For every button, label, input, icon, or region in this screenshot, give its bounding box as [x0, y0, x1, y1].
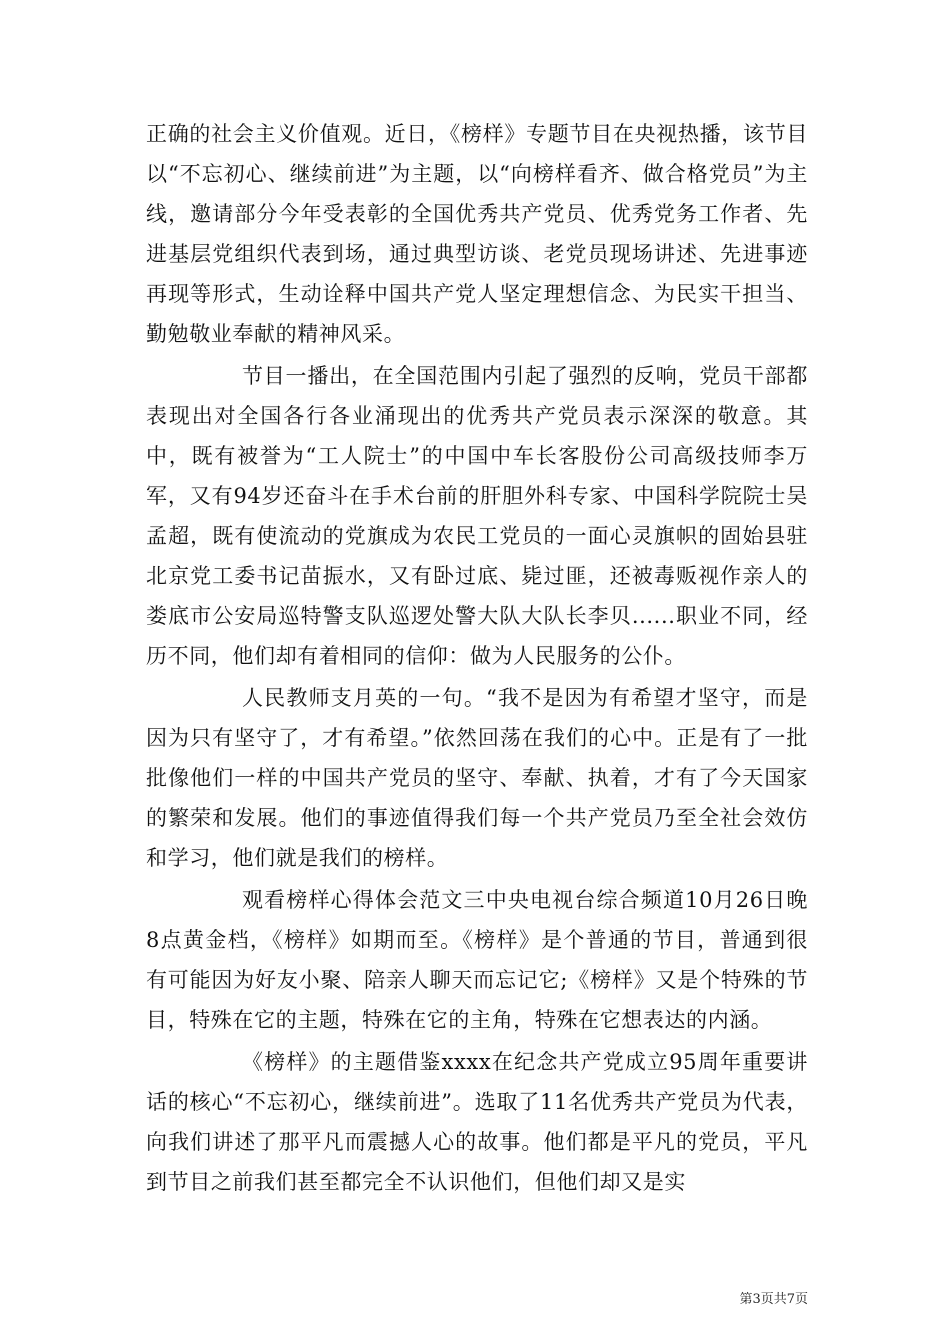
paragraph-4: 观看榜样心得体会范文三中央电视台综合频道10月26日晚8点黄金档，《榜样》如期而至。《榜样》是个普通的节目，普通到很有可能因为好友小聚、陪亲人聊天而忘记它;《榜样》又是个特殊的节目，特殊在它的主题，特殊在它的主角，特殊在它想表达的内涵。 [146, 888, 808, 1032]
paragraph-5: 《榜样》的主题借鉴xxxx在纪念共产党成立95周年重要讲话的核心“不忘初心，继续前进”。选取了11名优秀共产党员为代表，向我们讲述了那平凡而震撼人心的故事。他们都是平凡的党员，平凡到节目之前我们甚至都完全不认识他们，但他们却又是实 [146, 1050, 808, 1194]
paragraph-2: 节目一播出，在全国范围内引起了强烈的反响，党员干部都表现出对全国各行各业涌现出的优秀共产党员表示深深的敬意。其中，既有被誉为“工人院士”的中国中车长客股份公司高级技师李万军，又有94岁还奋斗在手术台前的肝胆外科专家、中国科学院院士吴孟超，既有使流动的党旗成为农民工党员的一面心灵旗帜的固始县驻北京党工委书记苗振水，又有卧过底、毙过匪，还被毒贩视作亲人的娄底市公安局巡特警支队巡逻处警大队大队长李贝......职业不同，经历不同，他们却有着相同的信仰：做为人民服务的公仆。 [146, 364, 808, 668]
page-number-footer: 第3页共7页 [739, 1292, 808, 1307]
paragraph-3: 人民教师支月英的一句。“我不是因为有希望才坚守，而是因为只有坚守了，才有希望。”依然回荡在我们的心中。正是有了一批批像他们一样的中国共产党员的坚守、奉献、执着，才有了今天国家的繁荣和发展。他们的事迹值得我们每一个共产党员乃至全社会效仿和学习，他们就是我们的榜样。 [146, 686, 808, 870]
body-text [146, 114, 808, 1202]
paragraph-1: 正确的社会主义价值观。近日，《榜样》专题节目在央视热播，该节目以“不忘初心、继续前进”为主题，以“向榜样看齐、做合格党员”为主线，邀请部分今年受表彰的全国优秀共产党员、优秀党务工作者、先进基层党组织代表到场，通过典型访谈、老党员现场讲述、先进事迹再现等形式，生动诠释中国共产党人坚定理想信念、为民实干担当、勤勉敬业奉献的精神风采。 [146, 122, 808, 346]
